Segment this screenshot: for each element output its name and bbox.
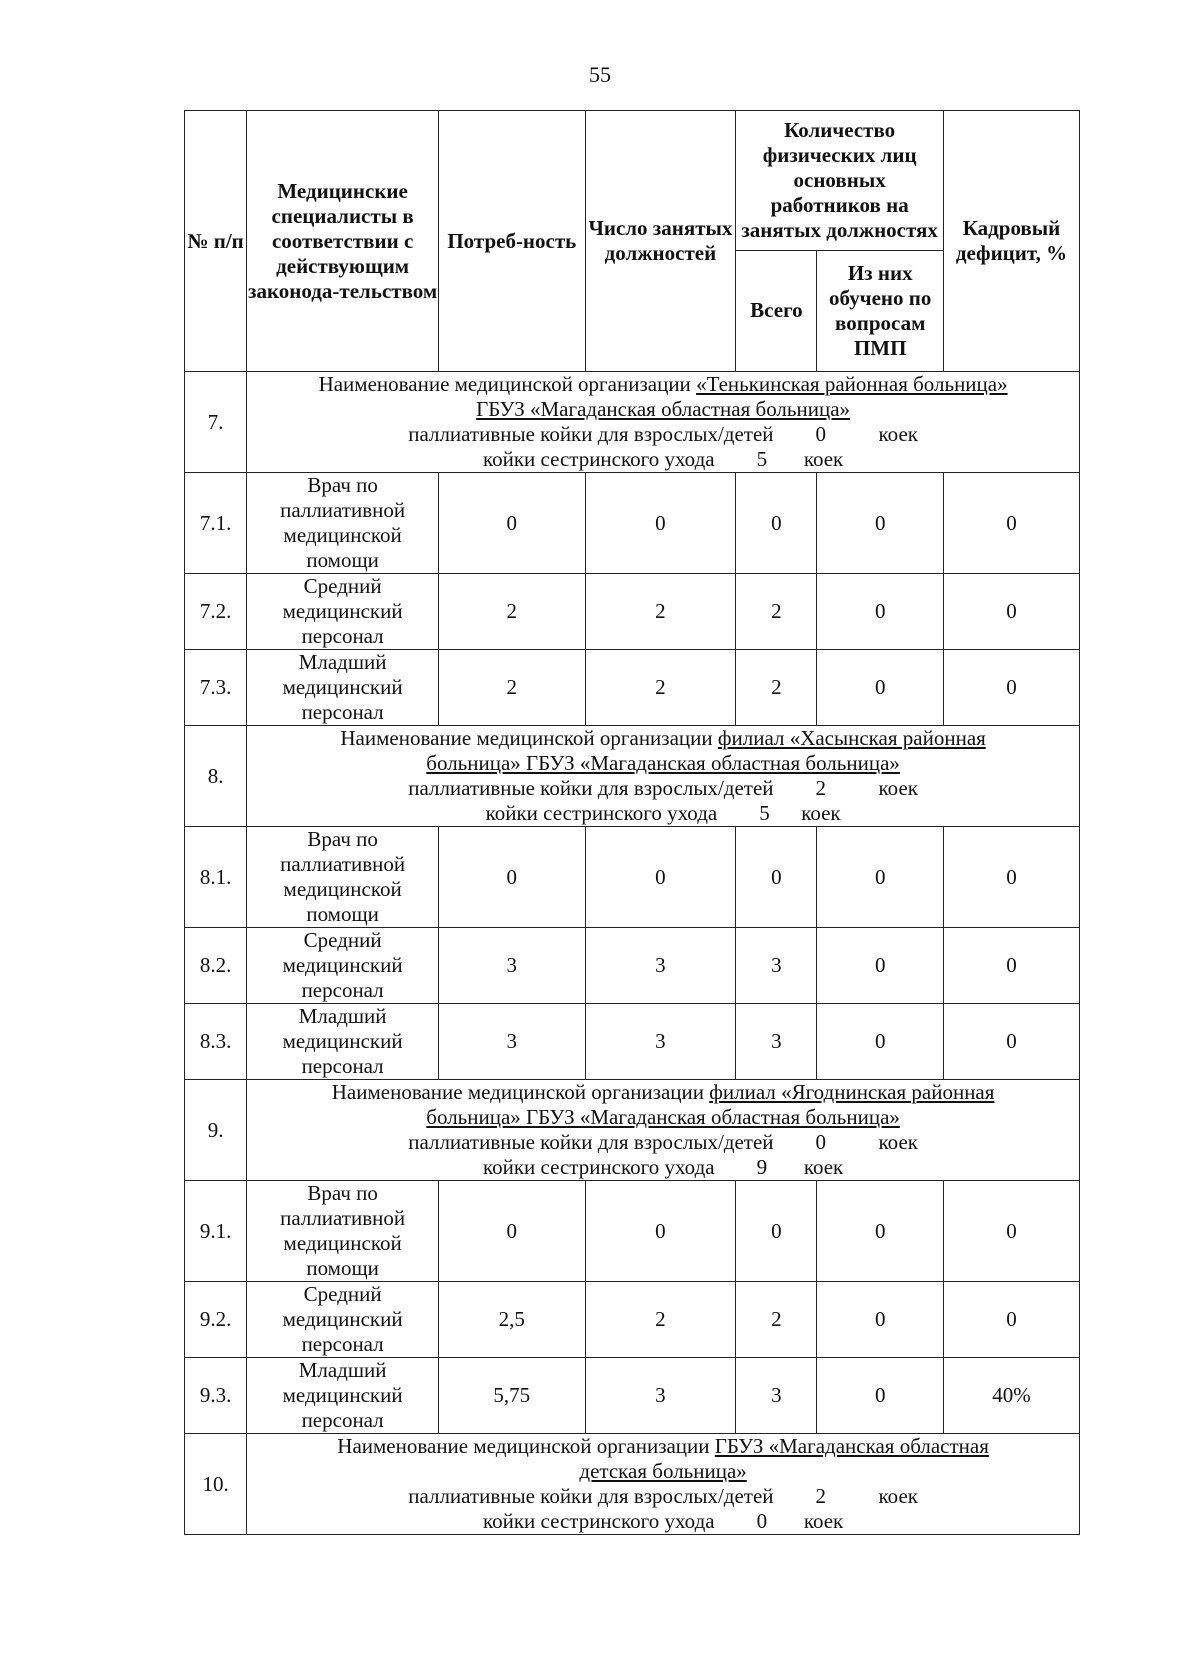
row-occupied: 3 xyxy=(585,1004,736,1080)
row-trained: 0 xyxy=(817,574,944,650)
org-row xyxy=(185,726,1080,827)
beds-nursing: койки сестринского ухода 9 коек xyxy=(482,1155,844,1179)
staffing-table xyxy=(184,110,1080,1535)
header-need: Потреб-ность xyxy=(439,111,586,372)
beds-nursing: койки сестринского ухода 5 коек xyxy=(485,801,841,825)
row-spec: Врач по паллиативной медицинской помощи xyxy=(247,1181,439,1282)
org-description xyxy=(247,1080,1080,1181)
row-need: 2 xyxy=(439,574,586,650)
org-description xyxy=(247,372,1080,473)
row-deficit: 0 xyxy=(943,1004,1079,1080)
row-num: 7.3. xyxy=(185,650,247,726)
row-total: 2 xyxy=(736,1282,817,1358)
row-total: 3 xyxy=(736,1358,817,1434)
row-occupied: 2 xyxy=(585,574,736,650)
row-occupied: 0 xyxy=(585,827,736,928)
org-name-cont: детская больница» xyxy=(579,1459,747,1483)
row-occupied: 3 xyxy=(585,928,736,1004)
section-num: 9. xyxy=(185,1080,247,1181)
row-deficit: 0 xyxy=(943,827,1079,928)
row-num: 8.1. xyxy=(185,827,247,928)
table-row xyxy=(185,1282,1080,1358)
row-spec: Младший медицинский персонал xyxy=(247,650,439,726)
row-spec: Младший медицинский персонал xyxy=(247,1004,439,1080)
header-total: Всего xyxy=(736,250,817,371)
row-trained: 0 xyxy=(817,650,944,726)
table-row xyxy=(185,574,1080,650)
row-num: 9.3. xyxy=(185,1358,247,1434)
row-spec: Средний медицинский персонал xyxy=(247,1282,439,1358)
row-trained: 0 xyxy=(817,1358,944,1434)
section-num: 7. xyxy=(185,372,247,473)
table-row xyxy=(185,473,1080,574)
org-row xyxy=(185,1080,1080,1181)
row-need: 3 xyxy=(439,1004,586,1080)
row-deficit: 0 xyxy=(943,473,1079,574)
org-description xyxy=(247,1434,1080,1535)
row-deficit: 0 xyxy=(943,1282,1079,1358)
org-row xyxy=(185,372,1080,473)
row-trained: 0 xyxy=(817,473,944,574)
org-name: ГБУЗ «Магаданская областная xyxy=(714,1434,989,1458)
row-need: 5,75 xyxy=(439,1358,586,1434)
row-deficit: 0 xyxy=(943,650,1079,726)
org-description xyxy=(247,726,1080,827)
row-spec: Врач по паллиативной медицинской помощи xyxy=(247,827,439,928)
row-deficit: 0 xyxy=(943,1181,1079,1282)
row-trained: 0 xyxy=(817,928,944,1004)
section-num: 8. xyxy=(185,726,247,827)
row-num: 8.3. xyxy=(185,1004,247,1080)
org-name: филиал «Хасынская районная xyxy=(717,726,986,750)
org-prefix: Наименование медицинской организации xyxy=(340,726,718,750)
org-prefix: Наименование медицинской организации xyxy=(318,372,697,396)
row-total: 3 xyxy=(736,1004,817,1080)
org-name: филиал «Ягоднинская районная xyxy=(709,1080,995,1104)
row-deficit: 0 xyxy=(943,574,1079,650)
org-name: «Тенькинская районная больница» xyxy=(696,372,1008,396)
row-total: 0 xyxy=(736,827,817,928)
row-num: 9.2. xyxy=(185,1282,247,1358)
row-occupied: 0 xyxy=(585,1181,736,1282)
section-num: 10. xyxy=(185,1434,247,1535)
beds-palliative: паллиативные койки для взрослых/детей 2 коек xyxy=(408,776,918,800)
table-row xyxy=(185,650,1080,726)
row-need: 0 xyxy=(439,1181,586,1282)
table-row xyxy=(185,928,1080,1004)
table-row xyxy=(185,1181,1080,1282)
row-trained: 0 xyxy=(817,1004,944,1080)
beds-palliative: паллиативные койки для взрослых/детей 0 коек xyxy=(408,1130,918,1154)
header-trained: Из них обучено по вопросам ПМП xyxy=(817,250,944,371)
row-num: 7.1. xyxy=(185,473,247,574)
row-occupied: 2 xyxy=(585,650,736,726)
row-total: 2 xyxy=(736,574,817,650)
org-name-cont: больница» ГБУЗ «Магаданская областная больница» xyxy=(426,751,900,775)
row-occupied: 0 xyxy=(585,473,736,574)
row-need: 3 xyxy=(439,928,586,1004)
row-spec: Средний медицинский персонал xyxy=(247,928,439,1004)
table-row xyxy=(185,1358,1080,1434)
row-need: 2 xyxy=(439,650,586,726)
row-num: 8.2. xyxy=(185,928,247,1004)
row-spec: Средний медицинский персонал xyxy=(247,574,439,650)
row-spec: Врач по паллиативной медицинской помощи xyxy=(247,473,439,574)
row-occupied: 2 xyxy=(585,1282,736,1358)
header-occupied: Число занятых должностей xyxy=(585,111,736,372)
header-specialists: Медицинские специалисты в соответствии с действующим законода-тельством xyxy=(247,111,439,372)
header-physical-persons: Количество физических лиц основных работников на занятых должностях xyxy=(736,111,944,251)
org-name-cont: ГБУЗ «Магаданская областная больница» xyxy=(476,397,851,421)
org-prefix: Наименование медицинской организации xyxy=(331,1080,710,1104)
beds-palliative: паллиативные койки для взрослых/детей 2 коек xyxy=(408,1484,918,1508)
row-total: 0 xyxy=(736,473,817,574)
row-need: 2,5 xyxy=(439,1282,586,1358)
row-deficit: 0 xyxy=(943,928,1079,1004)
page-number: 55 xyxy=(589,62,611,87)
org-prefix: Наименование медицинской организации xyxy=(337,1434,715,1458)
row-trained: 0 xyxy=(817,827,944,928)
header-deficit: Кадровый дефицит, % xyxy=(943,111,1079,372)
row-total: 0 xyxy=(736,1181,817,1282)
table-row xyxy=(185,827,1080,928)
row-num: 9.1. xyxy=(185,1181,247,1282)
row-need: 0 xyxy=(439,473,586,574)
row-trained: 0 xyxy=(817,1181,944,1282)
row-total: 3 xyxy=(736,928,817,1004)
row-deficit: 40% xyxy=(943,1358,1079,1434)
row-need: 0 xyxy=(439,827,586,928)
row-trained: 0 xyxy=(817,1282,944,1358)
table-row xyxy=(185,1004,1080,1080)
beds-nursing: койки сестринского ухода 0 коек xyxy=(482,1509,844,1533)
row-occupied: 3 xyxy=(585,1358,736,1434)
org-name-cont: больница» ГБУЗ «Магаданская областная больница» xyxy=(426,1105,900,1129)
row-total: 2 xyxy=(736,650,817,726)
header-num: № п/п xyxy=(185,111,247,372)
beds-nursing: койки сестринского ухода 5 коек xyxy=(482,447,844,471)
beds-palliative: паллиативные койки для взрослых/детей 0 коек xyxy=(408,422,918,446)
row-spec: Младший медицинский персонал xyxy=(247,1358,439,1434)
org-row xyxy=(185,1434,1080,1535)
row-num: 7.2. xyxy=(185,574,247,650)
